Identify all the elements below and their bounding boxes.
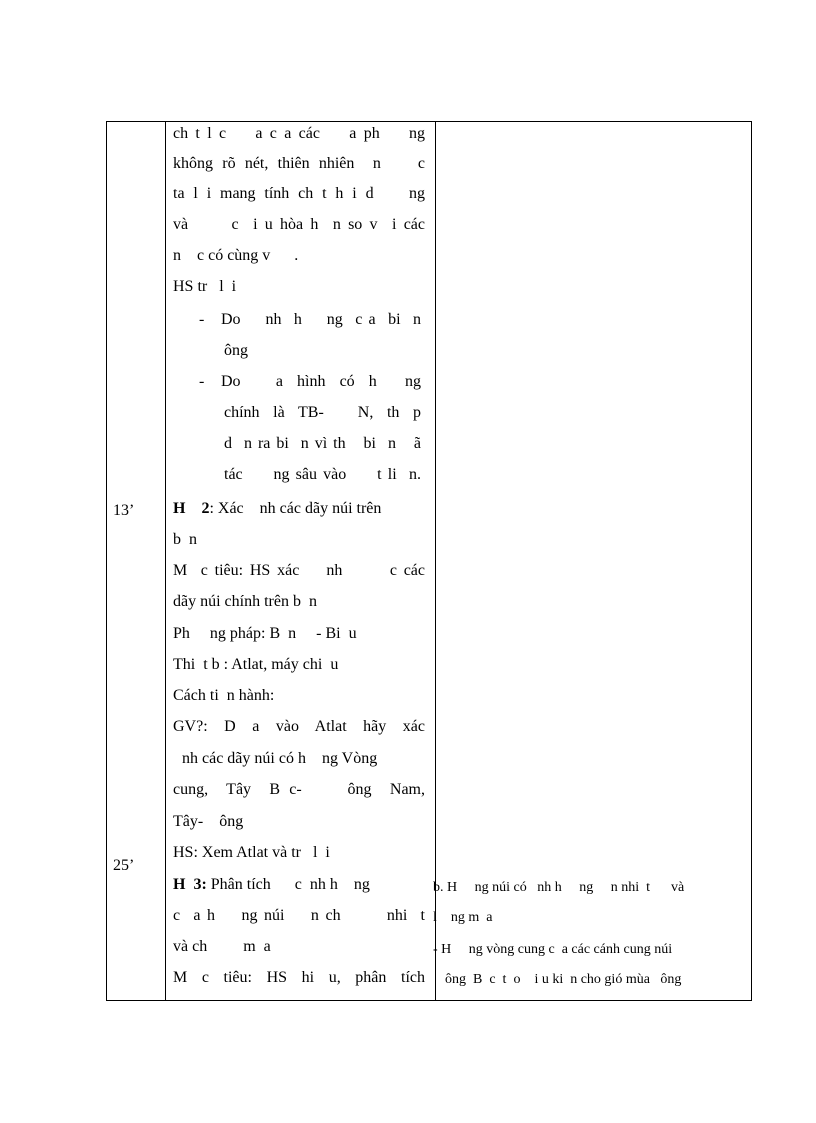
activity-line: và ch m a — [173, 938, 271, 955]
activity-title: : Xác nh các dãy núi trên — [209, 500, 382, 517]
activity-line: d n ra bi n vì th bi n ã — [224, 435, 421, 452]
time-cell-13: 13’ — [113, 502, 135, 519]
content-line: ông B c t o i u ki n cho gió mùa ông — [445, 972, 682, 987]
activity-line: không rõ nét, thiên nhiên n c — [173, 155, 425, 172]
activity-line: chính là TB- N, th p — [224, 404, 421, 421]
activity-line: c a h ng núi n ch nhi t — [173, 907, 425, 924]
activity-line: Cách ti n hành: — [173, 687, 275, 704]
activity-line: Tây- ông — [173, 813, 244, 830]
activity-line: ta l i mang tính ch t h i d ng — [173, 185, 425, 202]
activity-line: ông — [224, 342, 248, 359]
activity-line: ch t l c a c a các a ph ng — [173, 125, 425, 142]
activity-line: dãy núi chính trên b n — [173, 593, 317, 610]
content-line: - H ng vòng cung c a các cánh cung núi — [433, 942, 673, 957]
activity-line: b n — [173, 531, 197, 548]
activity-line: M c tiêu: HS xác nh c các — [173, 562, 425, 579]
activity-line: GV?: D a vào Atlat hãy xác — [173, 718, 425, 735]
activity-label: H — [173, 500, 186, 517]
activity-title: Phân tích c nh h ng — [210, 876, 370, 893]
activity-line: Do nh h ng c a bi n — [221, 311, 421, 328]
activity-number: 2 — [201, 500, 210, 517]
activity-line: Do a hình có h ng — [221, 373, 421, 390]
activity-line: M c tiêu: HS hi u, phân tích — [173, 969, 425, 986]
activity-heading-2 — [173, 499, 425, 519]
activity-line: nh các dãy núi có h ng Vòng — [182, 750, 378, 767]
content-line: l ng m a — [433, 910, 493, 925]
lesson-table — [106, 121, 752, 1001]
activity-line: n c có cùng v . — [173, 247, 299, 264]
content-heading: b. H ng núi có nh h ng n nhi t và — [433, 880, 685, 895]
activity-line: HS tr l i — [173, 278, 237, 295]
activity-label: H — [173, 876, 186, 893]
column-divider-time — [165, 122, 166, 1000]
bullet-dash: - — [199, 373, 205, 390]
bullet-dash: - — [199, 311, 205, 328]
activity-line: Ph ng pháp: B n - Bi u — [173, 625, 357, 642]
time-cell-25: 25’ — [113, 857, 135, 874]
activity-heading-3 — [173, 875, 425, 895]
activity-number: 3: — [193, 876, 207, 893]
activity-line: và c i u hòa h n so v i các — [173, 216, 425, 233]
column-divider-content — [435, 122, 436, 1000]
activity-line: HS: Xem Atlat và tr l i — [173, 844, 330, 861]
activity-line: tác ng sâu vào t li n. — [224, 466, 421, 483]
activity-line: Thi t b : Atlat, máy chi u — [173, 656, 339, 673]
activity-line: cung, Tây B c- ông Nam, — [173, 781, 425, 798]
